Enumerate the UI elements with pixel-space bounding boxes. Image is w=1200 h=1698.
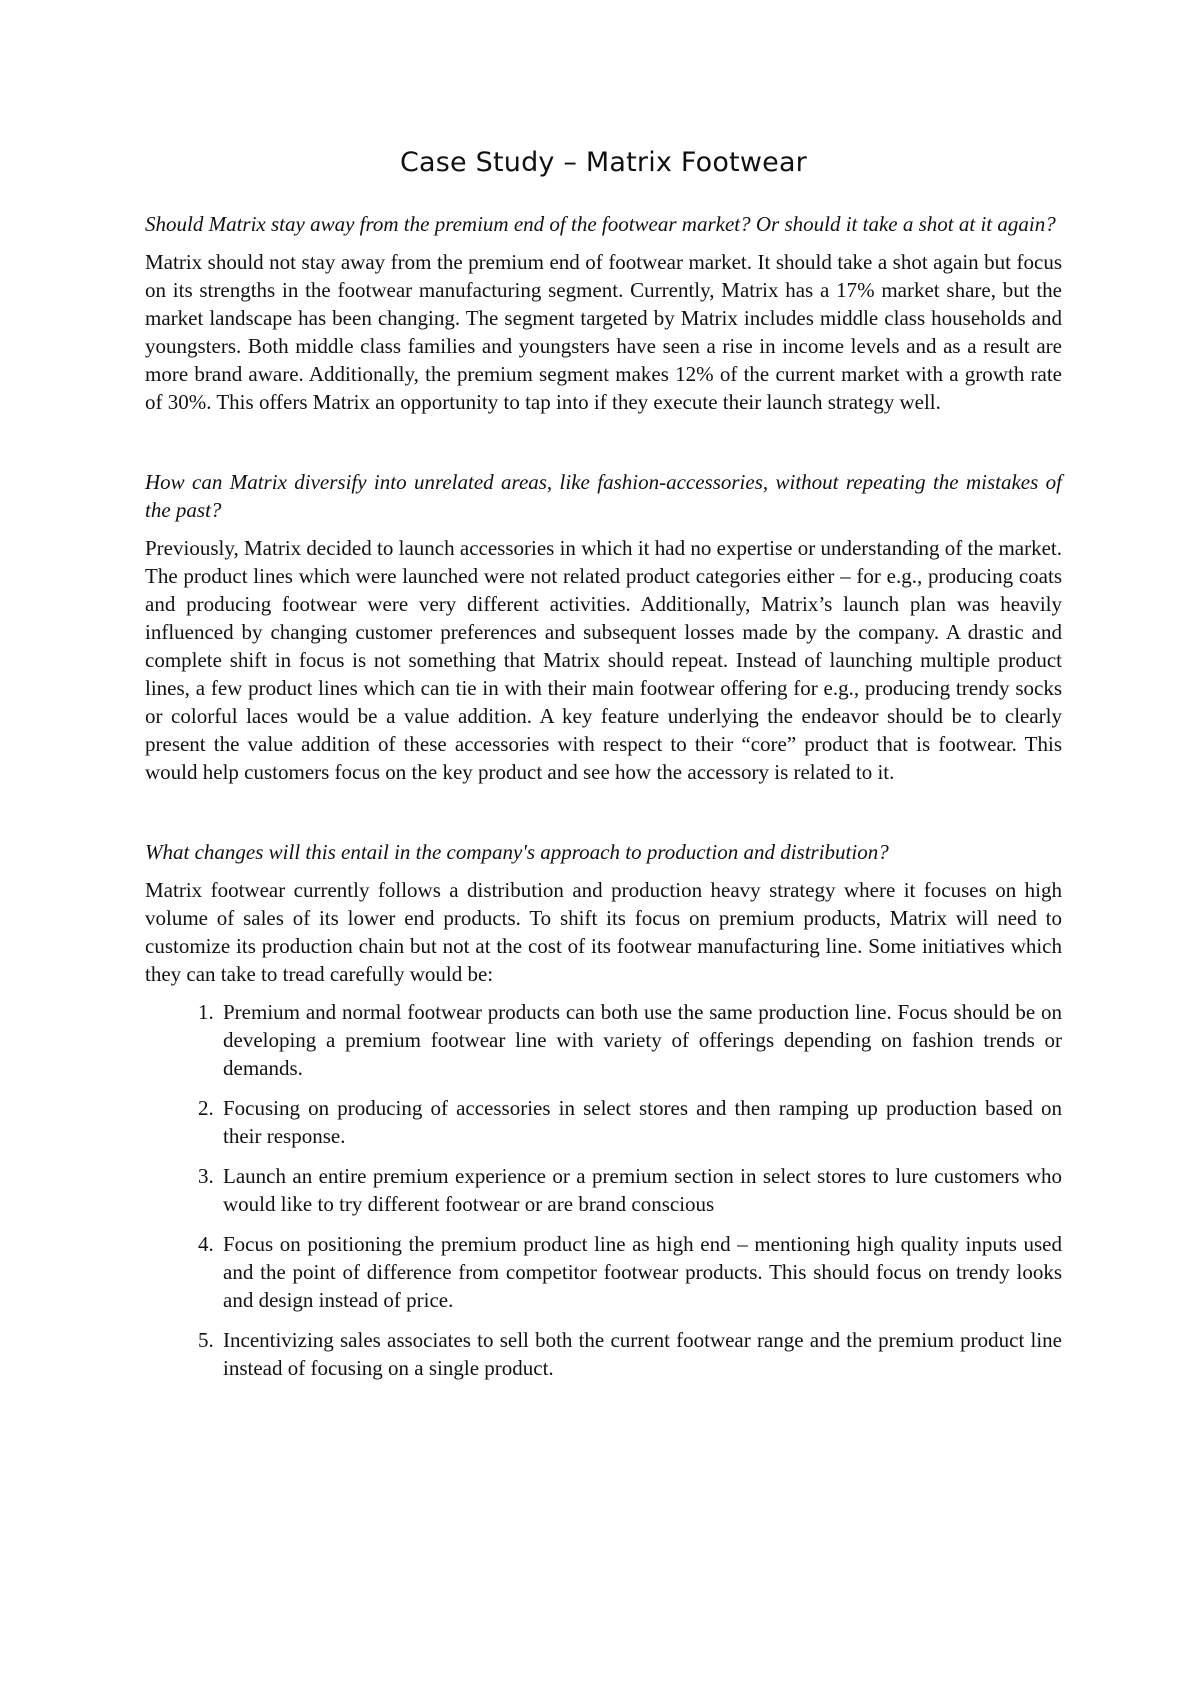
section-question: Should Matrix stay away from the premium end of the footwear market? Or should it take a shot at it again? — [145, 212, 1056, 237]
list-item: 2. Focusing on producing of accessories in select stores and then ramping up production based on their response. — [219, 1094, 1062, 1150]
initiatives-list — [145, 998, 1062, 1382]
list-item: 4. Focus on positioning the premium product line as high end – mentioning high quality inputs used and the point of difference from competitor footwear products. This should focus on trendy looks and design instead of price. — [219, 1230, 1062, 1314]
section-answer: Matrix footwear currently follows a distribution and production heavy strategy where it focuses on high volume of sales of its lower end products. To shift its focus on premium products, Matrix will need to customize its production chain but not at the cost of its footwear manufacturing line. Some initiatives which they can take to tread carefully would be: — [145, 878, 1062, 987]
section-answer: Matrix should not stay away from the premium end of footwear market. It should take a shot again but focus on its strengths in the footwear manufacturing segment. Currently, Matrix has a 17% market share, but the market landscape has been changing. The segment targeted by Matrix includes middle class households and youngsters. Both middle class families and youngsters have seen a rise in income levels and as a result are more brand aware. Additionally, the premium segment makes 12% of the current market with a growth rate of 30%. This offers Matrix an opportunity to tap into if they execute their launch strategy well. — [145, 250, 1062, 415]
list-item: 3. Launch an entire premium experience or a premium section in select stores to lure customers who would like to try different footwear or are brand conscious — [219, 1162, 1062, 1218]
section-production-distribution — [145, 838, 1062, 1382]
list-item: 1. Premium and normal footwear products can both use the same production line. Focus should be on developing a premium footwear line with variety of offerings depending on fashion trends or demands. — [219, 998, 1062, 1082]
section-answer: Previously, Matrix decided to launch accessories in which it had no expertise or understanding of the market. The product lines which were launched were not related product categories either – for e.g., producing coats and producing footwear were very different activities. Additionally, Matrix’s launch plan was heavily influenced by changing customer preferences and subsequent losses made by the company. A drastic and complete shift in focus is not something that Matrix should repeat. Instead of launching multiple product lines, a few product lines which can tie in with their main footwear offering for e.g., producing trendy socks or colorful laces would be a value addition. A key feature underlying the endeavor should be to clearly present the value addition of these accessories with respect to their “core” product that is footwear. This would help customers focus on the key product and see how the accessory is related to it. — [145, 536, 1062, 785]
section-diversification — [145, 468, 1062, 786]
section-question: What changes will this entail in the company's approach to production and distribution? — [145, 840, 889, 865]
section-question: How can Matrix diversify into unrelated areas, like fashion-accessories, without repeating the mistakes of the past? — [145, 470, 1062, 523]
list-item: 5. Incentivizing sales associates to sell both the current footwear range and the premium product line instead of focusing on a single product. — [219, 1326, 1062, 1382]
document-content — [145, 145, 1062, 1428]
section-premium-market — [145, 210, 1062, 416]
document-title: Case Study – Matrix Footwear — [399, 147, 807, 178]
